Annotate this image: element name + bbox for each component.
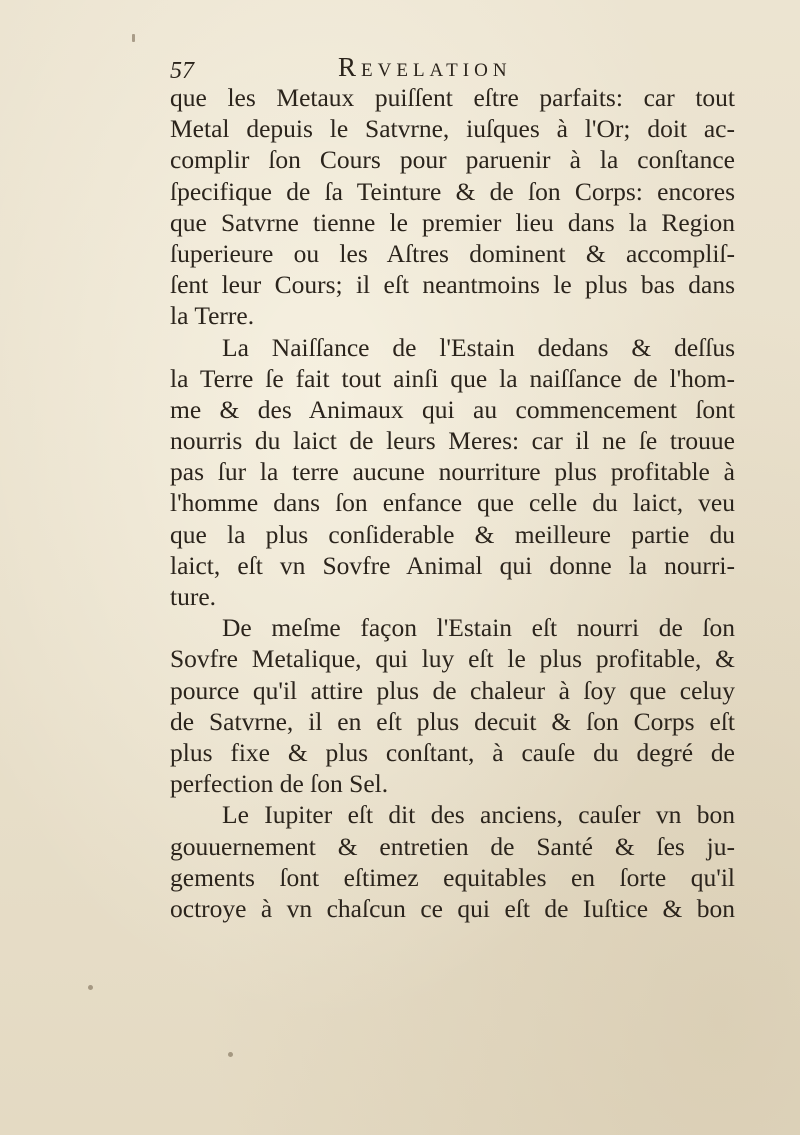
ink-spot — [132, 34, 135, 42]
text-line: que les Metaux puiſſent eſtre parfaits: car tout — [170, 83, 735, 112]
text-line: Sovfre Metalique, qui luy eſt le plus profitable, & — [170, 644, 735, 674]
text-line: pource qu'il attire plus de chaleur à ſoy que celuy — [170, 675, 735, 705]
text-line: la Terre. — [170, 301, 255, 331]
text-line: perfection de ſon Sel. — [170, 769, 389, 799]
text-line: ſent leur Cours; il eſt neantmoins le plus bas dans — [170, 270, 735, 300]
text-line: me & des Animaux qui au commencement ſont — [170, 394, 735, 424]
text-line: plus fixe & plus conſtant, à cauſe du degré de — [170, 737, 735, 767]
text-line: nourris du laict de leurs Meres: car il ne ſe trouue — [170, 426, 735, 456]
ink-spot — [228, 1052, 233, 1057]
text-line: que Satvrne tienne le premier lieu dans la Region — [170, 207, 735, 237]
text-line: de Satvrne, il en eſt plus decuit & ſon Corps eſt — [170, 706, 735, 736]
text-line: ſuperieure ou les Aſtres dominent & accompliſ- — [170, 238, 735, 268]
text-line: que la plus conſiderable & meilleure partie du — [170, 519, 735, 549]
text-line: l'homme dans ſon enfance que celle du laict, veu — [170, 488, 735, 518]
running-head: Revelation — [338, 52, 512, 82]
text-line: gements ſont eſtimez equitables en ſorte qu'il — [170, 862, 735, 892]
paragraph-start: Le Iupiter eſt dit des anciens, cauſer vn bon — [222, 800, 735, 830]
text-line: octroye à vn chaſcun ce qui eſt de Iuſtice & bon — [170, 893, 735, 923]
text-line: complir ſon Cours pour paruenir à la conſtance — [170, 145, 735, 175]
text-line: Metal depuis le Satvrne, iuſques à l'Or; doit ac- — [170, 114, 735, 144]
text-line: ſpecifique de ſa Teinture & de ſon Corps: encores — [170, 176, 735, 206]
paragraph-start: De meſme façon l'Estain eſt nourri de ſon — [222, 613, 735, 643]
body-text — [170, 82, 735, 924]
text-line: gouuernement & entretien de Santé & ſes ju- — [170, 831, 735, 861]
text-line: ture. — [170, 582, 217, 611]
text-line: laict, eſt vn Sovfre Animal qui donne la nourri- — [170, 550, 735, 580]
page-number: 57 — [170, 58, 194, 84]
paragraph-start: La Naiſſance de l'Estain dedans & deſſus — [222, 332, 735, 362]
text-line: pas ſur la terre aucune nourriture plus profitable à — [170, 457, 735, 487]
ink-spot — [88, 985, 93, 990]
text-line: la Terre ſe fait tout ainſi que la naiſſance de l'hom- — [170, 363, 735, 393]
